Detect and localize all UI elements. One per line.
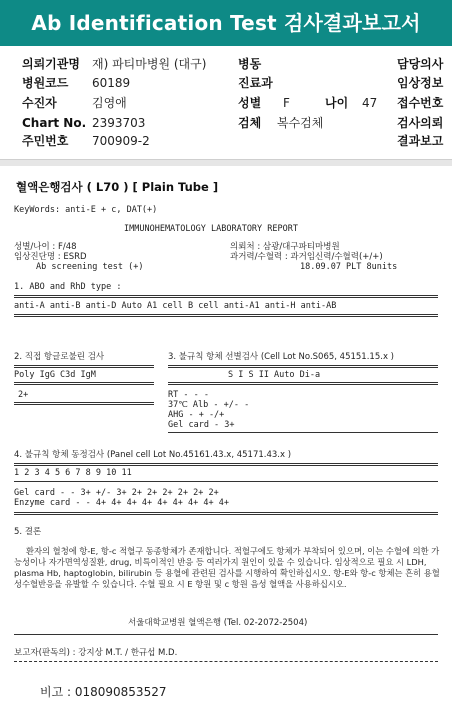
result-report-label: 결과보고: [397, 134, 444, 148]
chart-no-value: 2393703: [92, 116, 146, 130]
screening-row: RT - - -: [168, 390, 209, 400]
section-divider: [0, 159, 452, 166]
rule: [14, 295, 438, 298]
rule: [14, 634, 438, 635]
transfusion-info: 18.09.07 PLT 8units: [300, 262, 398, 272]
rule: [14, 512, 438, 515]
chart-no-label: Chart No.: [22, 116, 87, 130]
accession-label: 접수번호: [397, 96, 444, 110]
screening-row: AHG - + -/+: [168, 410, 225, 420]
screening-row: 37℃ Alb - +/- -: [168, 400, 250, 410]
rule: [14, 661, 438, 662]
department-label: 진료과: [238, 76, 273, 90]
remark: 비고 : 018090853527: [40, 685, 167, 699]
screening-result: Ab screening test (+): [36, 262, 144, 272]
abo-header: anti-A anti-B anti-D Auto A1 cell B cell anti-A1 anti-H anti-AB: [14, 301, 337, 311]
screening-section-title: 3. 불규칙 항체 선별검사 (Cell Lot No.S065, 45151.15.x ): [168, 352, 394, 362]
conclusion-title: 5. 결론: [14, 527, 42, 537]
screening-header: S I S II Auto Di-a: [228, 370, 321, 380]
dat-section-title: 2. 직접 항글로불린 검사: [14, 352, 105, 362]
dat-header: Poly IgG C3d IgM: [14, 370, 96, 380]
rule: [14, 402, 154, 405]
doctor-label: 담당의사: [397, 57, 444, 71]
patient-label: 수진자: [22, 96, 57, 110]
rule: [14, 365, 154, 368]
rule: [14, 314, 438, 317]
requester-value: 재) 파티마병원 (대구): [92, 57, 207, 71]
clinical-info-label: 임상정보: [397, 76, 444, 90]
rule: [168, 432, 438, 433]
dat-result: 2+: [18, 390, 29, 400]
screening-row: Gel card - 3+: [168, 420, 235, 430]
patient-value: 김영애: [92, 96, 127, 110]
panel-row: Gel card - - 3+ +/- 3+ 2+ 2+ 2+ 2+ 2+ 2+: [14, 488, 219, 498]
diagnosis: 임상진단명 : ESRD: [14, 252, 87, 262]
abo-section-title: 1. ABO and RhD type :: [14, 282, 122, 292]
age-label: 나이: [325, 96, 349, 110]
rule: [168, 382, 438, 385]
conclusion-text: 환자의 혈청에 항-E, 항-c 적혈구 동종항체가 존재합니다. 적혈구에도 항체가 부착되어 있으며, 이는 수혈에 의한 가능성이나 자가면역성질환, drug, 비특이적인 반응 등 여러가지 원인이 있을 수 있습니다. 임상적으로 필요 시 LDH, plasma Hb, haptoglobin, bilirubin 등 용혈에 관련된 검사를 시행하여 확인하십시오. 항-E와 항-c 항체는 흔히 용혈성수혈반응을 유발할 수 있습니다. 수혈 필요 시 E 항원 및 c 항원 음성 혈액을 사용하십시오.: [14, 546, 440, 589]
scanned-report: [0, 168, 452, 710]
rule: [14, 463, 438, 466]
ward-label: 병동: [238, 57, 262, 71]
panel-section-title: 4. 불규칙 항체 동정검사 (Panel cell Lot No.45161.43.x, 45171.43.x ): [14, 450, 292, 460]
resident-no-label: 주민번호: [22, 134, 69, 148]
requester-label: 의뢰기관명: [22, 57, 80, 71]
panel-header: 1 2 3 4 5 6 7 8 9 10 11: [14, 468, 132, 478]
test-request-label: 검사의뢰: [397, 116, 444, 130]
rule: [168, 365, 438, 368]
specimen-value: 복수검체: [277, 116, 324, 130]
institution-line: 서울대학교병원 혈액은행 (Tel. 02-2072-2504): [128, 618, 308, 628]
report-title-banner: Ab Identification Test 검사결과보고서: [0, 0, 452, 46]
sex-value: F: [283, 96, 290, 110]
sex-label: 성별: [238, 96, 262, 110]
lab-report-title: IMMUNOHEMATOLOGY LABORATORY REPORT: [124, 224, 298, 234]
rule: [14, 382, 154, 385]
report-heading: 혈액은행검사 ( L70 ) [ Plain Tube ]: [16, 180, 219, 194]
hospital-code-value: 60189: [92, 76, 131, 90]
resident-no-value: 700909-2: [92, 134, 150, 148]
hospital-code-label: 병원코드: [22, 76, 69, 90]
rule: [14, 481, 438, 482]
panel-row: Enzyme card - - 4+ 4+ 4+ 4+ 4+ 4+ 4+ 4+ 4+: [14, 498, 229, 508]
keywords: KeyWords: anti-E + c, DAT(+): [14, 205, 158, 215]
sex-age: 성별/나이 : F/48: [14, 242, 77, 252]
specimen-label: 검체: [238, 116, 262, 130]
age-value: 47: [362, 96, 378, 110]
requester-info: 의뢰처 : 삼광/대구파티마병원: [230, 242, 340, 252]
reporter-line: 보고자(판독의) : 강지상 M.T. / 한규섭 M.D.: [14, 648, 178, 658]
history-info: 과거력/수혈력 : 과거임신력/수혈력(+/+): [230, 252, 383, 262]
